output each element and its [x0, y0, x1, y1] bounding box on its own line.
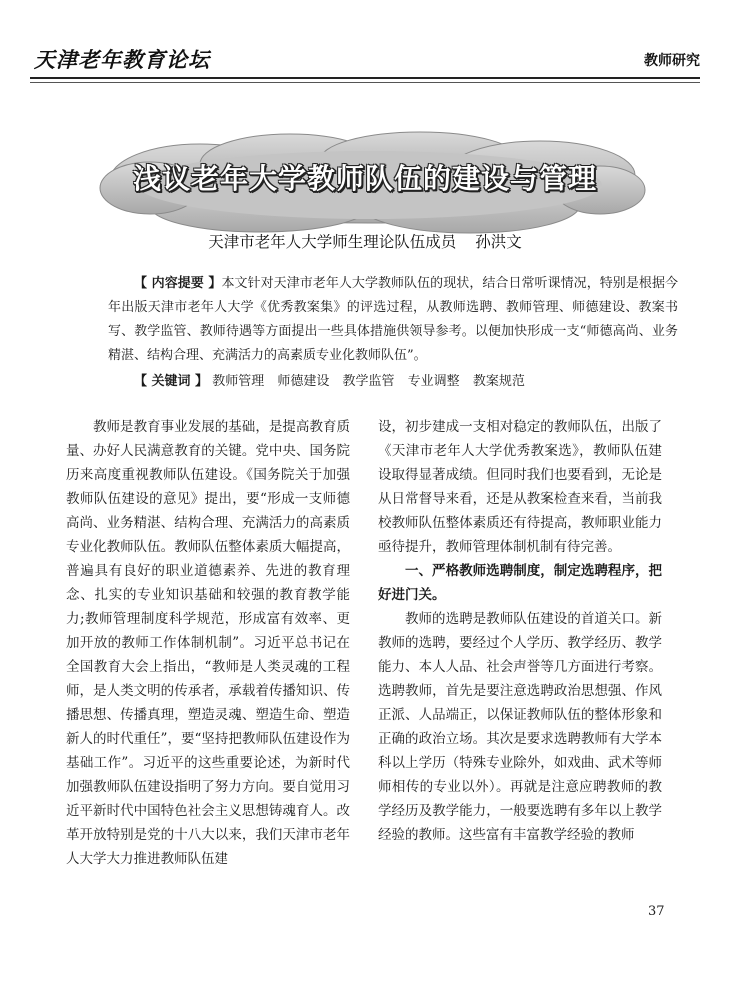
section-heading: 一、严格教师选聘制度，制定选聘程序，把好进门关。 [378, 563, 662, 603]
article-title: 浅议老年大学教师队伍的建设与管理 [132, 162, 597, 195]
page-header [30, 38, 700, 78]
abstract-text: 本文针对天津市老年人大学教师队伍的现状，结合日常听课情况，特别是根据今年出版天津市老年人大学《优秀教案集》的评选过程，从教师选聘、教师管理、师德建设、教案书写、教学监管、教师待遇等方面提出一些具体措施供领导参考。以便加快形成一支“师德高尚、业务精湛、结构合理、充满活力的高素质专业化教师队伍”。 [108, 276, 678, 363]
body-paragraph: 教师的选聘是教师队伍建设的首道关口。新教师的选聘，要经过个人学历、教学经历、教学能力、本人人品、社会声誉等几方面进行考察。选聘教师，首先是要注意选聘政治思想强、作风正派、人品端正，以保证教师队伍的整体形象和正确的政治立场。其次是要求选聘教师有大学本科以上学历（特殊专业除外，如戏曲、武术等师师相传的专业以外）。再就是注意应聘教师的教学经历及教学能力，一般要选聘有多年以上教学经验的教师。这些富有丰富教学经验的教师 [378, 611, 662, 843]
keywords [134, 370, 674, 394]
body-paragraph: 设，初步建成一支相对稳定的教师队伍，出版了《天津市老年人大学优秀教案选》，教师队伍建设取得显著成绩。但同时我们也要看到，无论是从日常督导来看，还是从教案检查来看，当前我校教师队伍整体素质还有待提高，教师职业能力亟待提升，教师管理体制机制有待完善。 [378, 419, 662, 555]
keyword: 教师管理 [212, 374, 265, 389]
body-column-right [378, 415, 662, 847]
keywords-label: 【 关键词 】 [134, 374, 209, 389]
body-paragraph: 教师是教育事业发展的基础，是提高教育质量、办好人民满意教育的关键。党中央、国务院历来高度重视教师队伍建设。《国务院关于加强教师队伍建设的意见》提出，要“形成一支师德高尚、业务精湛、结构合理、充满活力的高素质专业化教师队伍。教师队伍整体素质大幅提高，普遍具有良好的职业道德素养、先进的教育理念、扎实的专业知识基础和较强的教育教学能力;教师管理制度科学规范，形成富有效率、更加开放的教师工作体制机制”。习近平总书记在全国教育大会上指出，“教师是人类灵魂的工程师，是人类文明的传承者，承载着传播知识、传播思想、传播真理，塑造灵魂、塑造生命、塑造新人的时代重任”，要“坚持把教师队伍建设作为基础工作”。习近平的这些重要论述，为新时代加强教师队伍建设指明了努力方向。要自觉用习近平新时代中国特色社会主义思想铸魂育人。改革开放特别是党的十八大以来，我们天津市老年人大学大力推进教师队伍建 [66, 419, 350, 867]
author-line [0, 230, 730, 252]
author-affiliation: 天津市老年人大学师生理论队伍成员 [208, 233, 457, 251]
abstract [108, 272, 678, 368]
header-rule [30, 77, 700, 79]
keyword: 专业调整 [407, 374, 460, 389]
header-rule-thin [30, 82, 700, 83]
page-number: 37 [648, 904, 665, 919]
author-name: 孙洪文 [475, 233, 522, 251]
keyword: 师德建设 [277, 374, 330, 389]
journal-name: 天津老年教育论坛 [34, 47, 210, 72]
section-label: 教师研究 [644, 53, 700, 69]
abstract-label: 【 内容提要 】 [134, 276, 222, 291]
keyword: 教学监管 [342, 374, 395, 389]
body-column-left [66, 415, 350, 871]
keyword: 教案规范 [472, 374, 525, 389]
